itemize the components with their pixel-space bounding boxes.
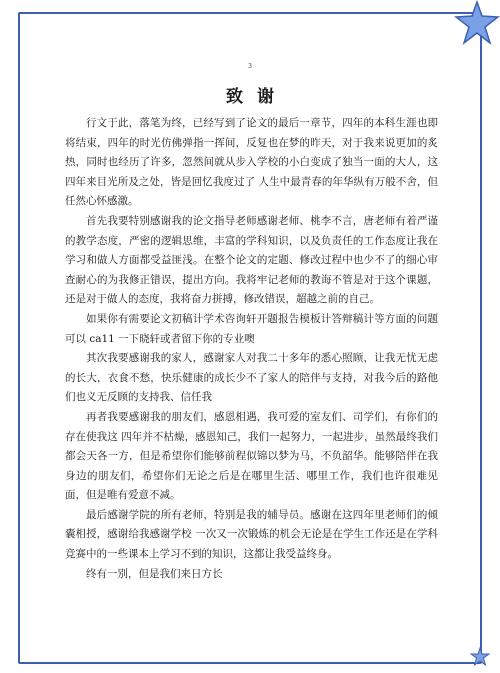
page-title: 致谢 xyxy=(226,87,288,107)
document-body xyxy=(65,114,438,584)
paragraph-intro: 行文于此，落笔为终，已经写到了论文的最后一章节，四年的本科生涯也即将结束，四年的时光仿佛弹指一挥间，反复也在梦的昨天，对于我来说更加的炙热，同时也经历了许多，忽然间就从步入学校的小白变成了独当一面的大人，这四年来目光所及之处，皆是回忆我度过了 人生中最青春的年华纵有万般不舍，但任然心怀感激。 xyxy=(65,117,438,208)
star-icon xyxy=(454,0,500,46)
star-icon xyxy=(470,647,490,667)
paragraph-teachers: 最后感谢学院的所有老师，特别是我的辅导员。感谢在这四年里老师们的倾囊相授，感谢给我感谢学校 一次又一次锻炼的机会无论是在学生工作还是在学科竞赛中的一些课本上学习不到的知识，这都让我受益终身。 xyxy=(65,508,438,561)
page-number: 3 xyxy=(248,63,252,70)
paragraph-notice: 如果你有需要论文初稿计学术咨询轩开题报告模板计答辩稿计等方面的问题可以 ca11 一下晓轩或者留下你的专业噢 xyxy=(65,312,438,345)
paragraph-family: 其次我要感谢我的家人，感谢家人对我二十多年的悉心照顾，让我无忧无虑的长大，衣食不愁，快乐健康的成长少不了家人的陪伴与支持，对我今后的路他们也义无反顾的支持我、信任我 xyxy=(65,352,438,404)
paragraph-advisor: 首先我要特别感谢我的论文指导老师感谢老师、桃李不言，唐老师有着严谨的教学态度，严密的逻辑思维，丰富的学科知识，以及负责任的工作态度让我在学习和做人方面都受益匪浅。在整个论文的定题、修改过程中也少不了的细心审查耐心的为我修正错误，提出方向。我将牢记老师的教诲不管是对于这个课题，还是对于做人的态度，我将奋力拼搏，修改错误，超越之前的自己。 xyxy=(65,214,438,306)
paragraph-friends: 再者我要感谢我的朋友们，感恩相遇，我可爱的室友们、司学们，有你们的存在使我这 四年并不枯燥，感恩知己，我们一起努力，一起进步，虽然最终我们都会天各一方，但是希望你们能够前程似锦以梦为马，不负韶华。能够陪伴在我身边的朋友们，希望你们无论之后是在哪里生活、哪里工作，我们也许很难见面，但是唯有爱意不减。 xyxy=(65,410,438,502)
paragraph-closing: 终有一别，但是我们来日方长 xyxy=(86,567,223,580)
